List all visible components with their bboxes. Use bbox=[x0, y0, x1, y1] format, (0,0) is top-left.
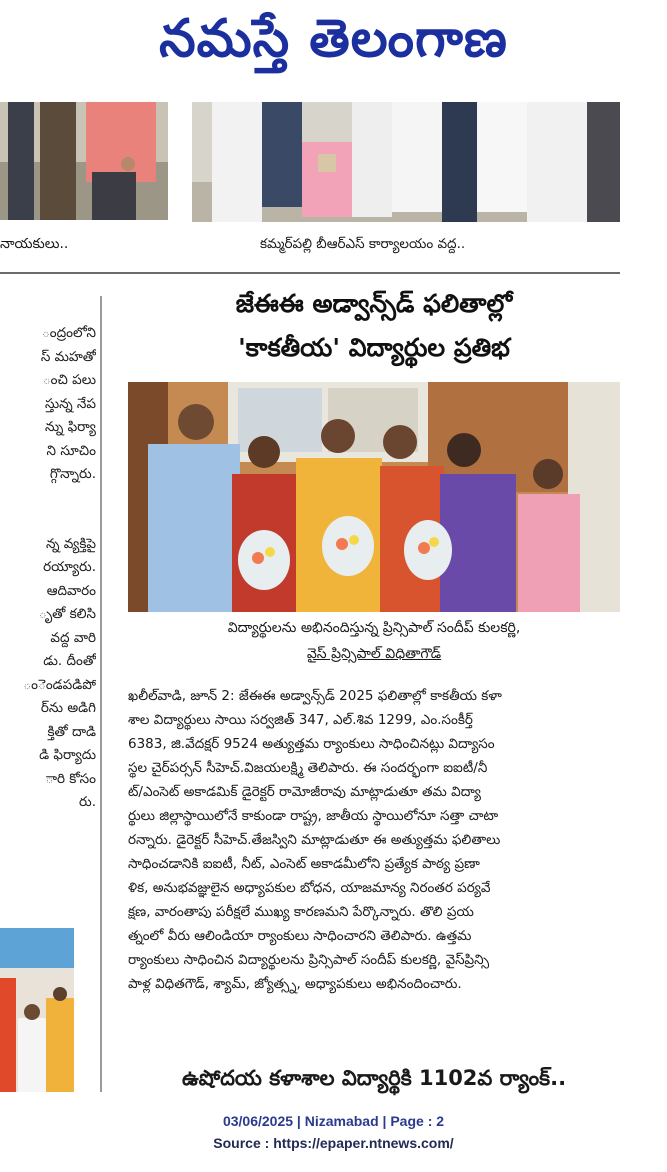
left-line: డు. దీంతో bbox=[43, 653, 96, 669]
article-headline-line2: 'కాకతీయ' విద్యార్థుల ప్రతిభ bbox=[238, 333, 510, 362]
footer-source-link[interactable]: Source : https://epaper.ntnews.com/ bbox=[213, 1135, 454, 1151]
left-line: స్ మహతో bbox=[40, 348, 96, 365]
left-line: క్తితో దాడి bbox=[47, 723, 96, 740]
left-line: డి ఫిర్యాదు bbox=[39, 747, 96, 763]
left-line: ంచి పలు bbox=[42, 372, 96, 388]
article-body bbox=[128, 684, 628, 996]
page-footer bbox=[0, 1110, 667, 1154]
section-divider bbox=[0, 272, 620, 274]
top-right-caption: కమ్మర్‌పల్లి బీఆర్‌ఎస్ కార్యాలయం వద్ద.. bbox=[260, 236, 466, 252]
top-right-photo bbox=[192, 102, 620, 222]
left-line: వద్ద వారి bbox=[50, 629, 96, 646]
left-line: ృతో కలిసి bbox=[38, 606, 96, 622]
left-line: గ్గొన్నారు. bbox=[49, 466, 96, 482]
photo-caption-line2: వైస్ ప్రిన్సిపాల్ విధితాగౌడ్ bbox=[306, 646, 442, 662]
body-line: ట్/ఎంసెట్ అకాడమిక్ డైరెక్టర్ రామోజీరావు మాట్లాడుతూ తమ విద్యా bbox=[128, 784, 481, 800]
photo-caption-line1: విద్యార్థులను అభినందిస్తున్న ప్రిన్సిపాల్ సందీప్ కులకర్ణి, bbox=[227, 620, 521, 636]
left-line: న్ను ఫిర్యా bbox=[45, 419, 96, 435]
body-line: ర్థులు జిల్లాస్థాయిలోనే కాకుండా రాష్ట్ర, జాతీయ స్థాయిలోనూ సత్తా చాటా bbox=[128, 808, 499, 824]
bottom-left-photo bbox=[0, 928, 74, 1092]
masthead bbox=[0, 0, 667, 82]
footer-date-edition: 03/06/2025 | Nizamabad | Page : 2 bbox=[222, 1113, 445, 1129]
body-line: ళిక, అనుభవజ్ఞులైన అధ్యాపకుల బోధన, యాజమాన్య నిరంతర పర్యవే bbox=[128, 880, 491, 896]
body-line: ర్యాంకులు సాధించిన విద్యార్థులను ప్రిన్సిపాల్ సందీప్ కులకర్ణి, వైస్‌ప్రిన్సి bbox=[128, 952, 490, 968]
body-line: సాధించడానికి ఐఐటీ, నీట్, ఎంసెట్ అకాడమీలోని ప్రత్యేక పాఠ్య ప్రణా bbox=[128, 856, 480, 872]
top-left-photo bbox=[0, 102, 168, 220]
left-column-text bbox=[0, 322, 96, 815]
left-line: రయ్యారు. bbox=[43, 559, 96, 575]
body-line: పాళ్ల విధితగౌడ్, శ్యామ్, జ్యోత్స్న, అధ్యాపకులు అభినందించారు. bbox=[128, 976, 462, 992]
left-line: ంెండపడిపో bbox=[23, 676, 96, 693]
body-line: స్థల చైర్‌పర్సన్ సీహెచ్.విజయలక్ష్మి తెలిపారు. ఈ సందర్భంగా ఐఐటీ/నీ bbox=[128, 760, 488, 776]
newspaper-title: నమస్తే తెలంగాణ bbox=[159, 9, 508, 69]
article-headline-line1: జేఈఈ అడ్వాన్స్‌డ్ ఫలితాల్లో bbox=[235, 289, 513, 318]
body-line: రన్నారు. డైరెక్టర్ సీహెచ్.తేజస్విని మాట్లాడుతూ ఈ అత్యుత్తమ ఫలితాలు bbox=[128, 832, 501, 848]
left-line: న్న వ్యక్తిపై bbox=[45, 535, 96, 552]
left-line: ని సూచిం bbox=[46, 442, 96, 459]
body-line: క్షణ, వారంతాపు పరీక్షలే ముఖ్య కారణమని పేర్కొన్నారు. తొలి ప్రయ bbox=[128, 904, 474, 920]
left-line: ర్‌ను అడిగి bbox=[40, 700, 96, 716]
column-divider bbox=[100, 296, 102, 1092]
body-line: 6383, జి.వేదక్షర్ 9524 అత్యుత్తమ ర్యాంకులు సాధించినట్లు విద్యాసం bbox=[128, 736, 495, 752]
body-line: శాల విద్యార్థులు సాయి సర్వజిత్ 347, ఎల్.శివ 1299, ఎం.సంకీర్త్ bbox=[128, 712, 473, 728]
left-line: రు. bbox=[79, 794, 96, 810]
left-line: ంద్రంలోని bbox=[41, 325, 96, 341]
top-left-caption: నాయకులు.. bbox=[0, 236, 69, 252]
left-line: ారి కోసం bbox=[45, 770, 96, 787]
body-line: త్నంలో వీరు ఆలిండియా ర్యాంకులు సాధించారని తెలిపారు. ఉత్తమ bbox=[128, 928, 472, 944]
left-line: స్తున్న నేప bbox=[44, 395, 96, 412]
paragraph-gap bbox=[0, 487, 96, 533]
next-article-headline: ఉషోదయ కళాశాల విద్యార్థికి 1102వ ర్యాంక్.. bbox=[181, 1066, 567, 1090]
body-line: ఖలీల్‌వాడి, జూన్ 2: జేఈఈ అడ్వాన్స్‌డ్ 2025 ఫలితాల్లో కాకతీయ కళా bbox=[128, 688, 502, 704]
article-photo bbox=[128, 382, 620, 612]
left-line: ఆదివారం bbox=[46, 582, 96, 599]
